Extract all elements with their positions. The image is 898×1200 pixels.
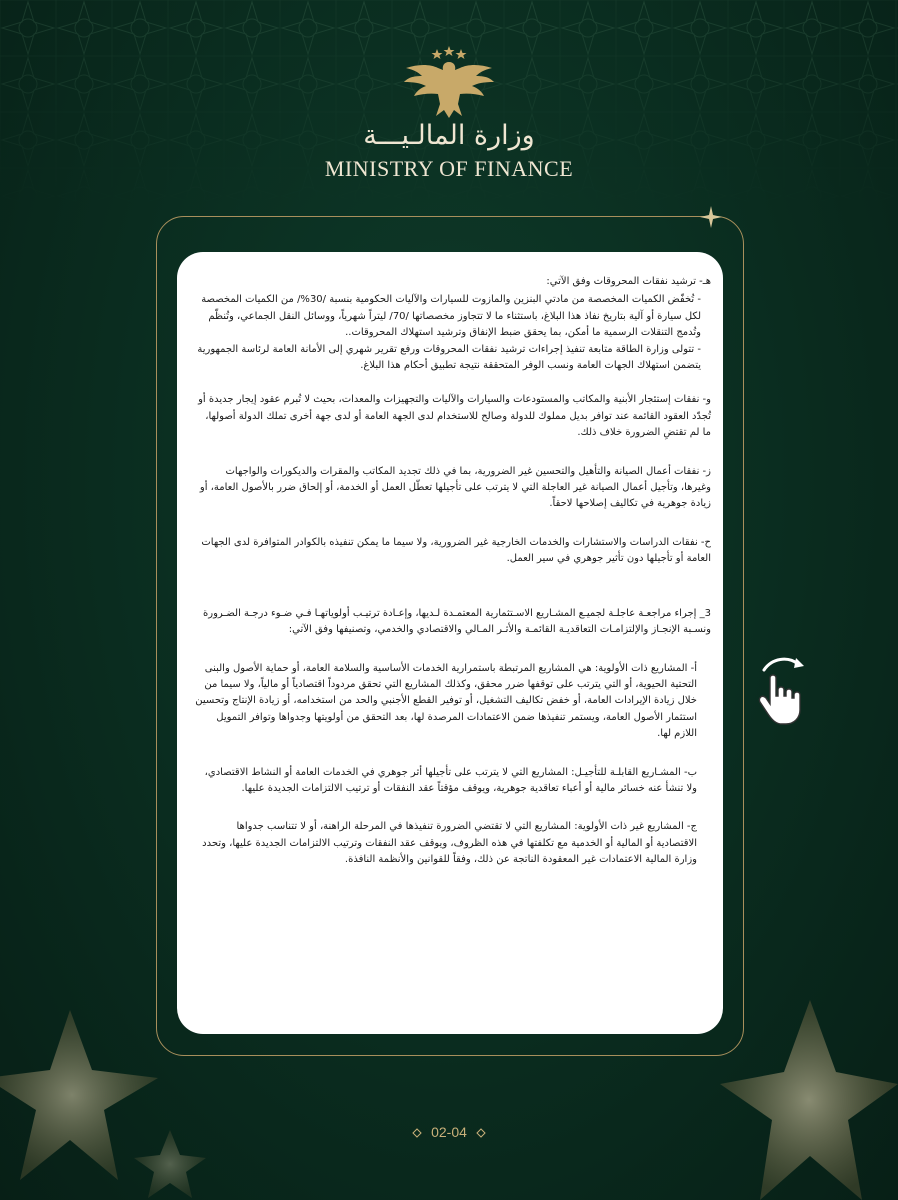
projects-deferrable: ب- المشـاريع القابلـة للتأجيـل: المشاريع التي لا يترتب على تأجيلها أثر جوهري في الخدمات العامة أو النشاط الاقتصادي، ولا تنشأ عنه خسائر مالية أو أعباء تعاقدية جوهرية، ويوقف مؤقتاً عقد النفقات أو ترتيب الالتزامات الجديدة عليها. bbox=[204, 766, 697, 794]
projects-non-priority: ج- المشاريع غير ذات الأولوية: المشاريع التي لا تقتضي الضرورة تنفيذها في المرحلة الراهنة، أو لا تتناسب جدواها الاقتصادية أو المالية أو الخدمية مع تكلفتها في هذه الظروف، ويوقف عقد النفقات وترتيب الالتزامات الجديدة عليها، وتحدد وزارة المالية الاعتمادات غير المعقودة الناتجة عن ذلك، وفقاً للقوانين والأنظمة النافذة. bbox=[202, 821, 697, 866]
projects-priority: أ- المشاريع ذات الأولوية: هي المشاريع المرتبطة باستمرارية الخدمات الأساسية والسلامة العامة، أو حماية الأصول والبنى التحتية الحيوية، أو التي يترتب على توقفها ضرر محقق، وكذلك المشاريع التي تحقق مردوداً اقتصادياً أو مالياً، ولا سيما من خلال زيادة الإيرادات العامة، أو خفض تكاليف التشغيل، أو توفير القطع الأجنبي والحد من استخدامه، أو زيادة الإنتاج وتحسين استثمار الأصول العامة، ويستمر تنفيذها ضمن الاعتمادات المرصدة لها، بعد التحقق من أولويتها وجدواها وتوافر التمويل اللازم لها. bbox=[195, 662, 697, 740]
section-consulting: ح- نفقات الدراسات والاستشارات والخدمات الخارجية غير الضرورية، ولا سيما ما يمكن تنفيذه بالكوادر المتوافرة لدى الجهات العامة أو تأجيلها دون تأثير جوهري في سير العمل. bbox=[201, 536, 711, 565]
page-number: 02-04 bbox=[431, 1124, 467, 1140]
section-projects-review: 3_ إجراء مراجعـة عاجلـة لجميـع المشـاريع الاسـتثمارية المعتمـدة لـديها، وإعـادة ترتيـب أولوياتهـا فـي ضـوء درجـة الضـرورة ونسـبة الإنجـاز والإلتزامـات التعاقديـة القائمـة والأثـر المـالي والاقتصادي والخدمي، وتصنيفها وفق الآتي: bbox=[203, 607, 711, 636]
section-fuel bbox=[195, 274, 711, 374]
ministry-name-english: MINISTRY OF FINANCE bbox=[324, 156, 574, 181]
section-heading: هـ- ترشيد نفقات المحروقات وفق الآتي: bbox=[546, 276, 711, 287]
list-item: - تتولى وزارة الطاقة متابعة تنفيذ إجراءات ترشيد نفقات المحروقات ورفع تقرير شهري إلى الأمانة العامة لرئاسة الجمهورية يتضمن استهلاك الجهات العامة ونسب الوفر المتحققة نتيجة تطبيق أحكام هذا البلاغ. bbox=[197, 343, 701, 372]
document-body bbox=[195, 274, 711, 891]
eagle-emblem-icon bbox=[400, 46, 498, 118]
document-card bbox=[177, 252, 723, 1034]
list-item: - تُخفّض الكميات المخصصة من مادتي البنزين والمازوت للسيارات والآليات الحكومية بنسبة /30%/ من الكميات المخصصة لكل سيارة أو آلية بتاريخ نفاذ هذا البلاغ، باستثناء ما لا تتجاوز مخصصاتها /70/ ليتراً شهرياً، ووسائل النقل الجماعي، وتُنظّم وتُدمج التنقلات الرسمية ما أمكن، بما يحقق ضبط الإنفاق وترشيد استهلاك المحروقات.. bbox=[201, 294, 701, 339]
swipe-hand-icon[interactable] bbox=[752, 652, 812, 726]
section-rent: و- نفقات إستئجار الأبنية والمكاتب والمستودعات والسيارات والآليات والتجهيزات والمعدات، بحيث لا تُبرم عقود إيجار جديدة أو تُجدّد العقود القائمة عند توافر بديل مملوك للدولة وصالح للاستخدام لدى الجهة العامة أو لدى جهة أخرى تملك الدولة أصولها، ما لم تقتضِ الضرورة خلاف ذلك. bbox=[198, 394, 711, 439]
ministry-name-arabic: وزارة المالـيـــة bbox=[363, 120, 535, 151]
sparkle-icon bbox=[700, 206, 722, 228]
section-maintenance: ز- نفقات أعمال الصيانة والتأهيل والتحسين غير الضرورية، بما في ذلك تجديد المكاتب والمقرات والديكورات والواجهات وغيرها، وتأجيل أعمال الصيانة غير العاجلة التي لا يترتب على تأجيلها تعطّل العمل أو الخدمة، أو إلحاق ضرر بالأصول العامة، أو زيادة جوهرية في تكاليف إصلاحها لاحقاً. bbox=[199, 465, 711, 510]
